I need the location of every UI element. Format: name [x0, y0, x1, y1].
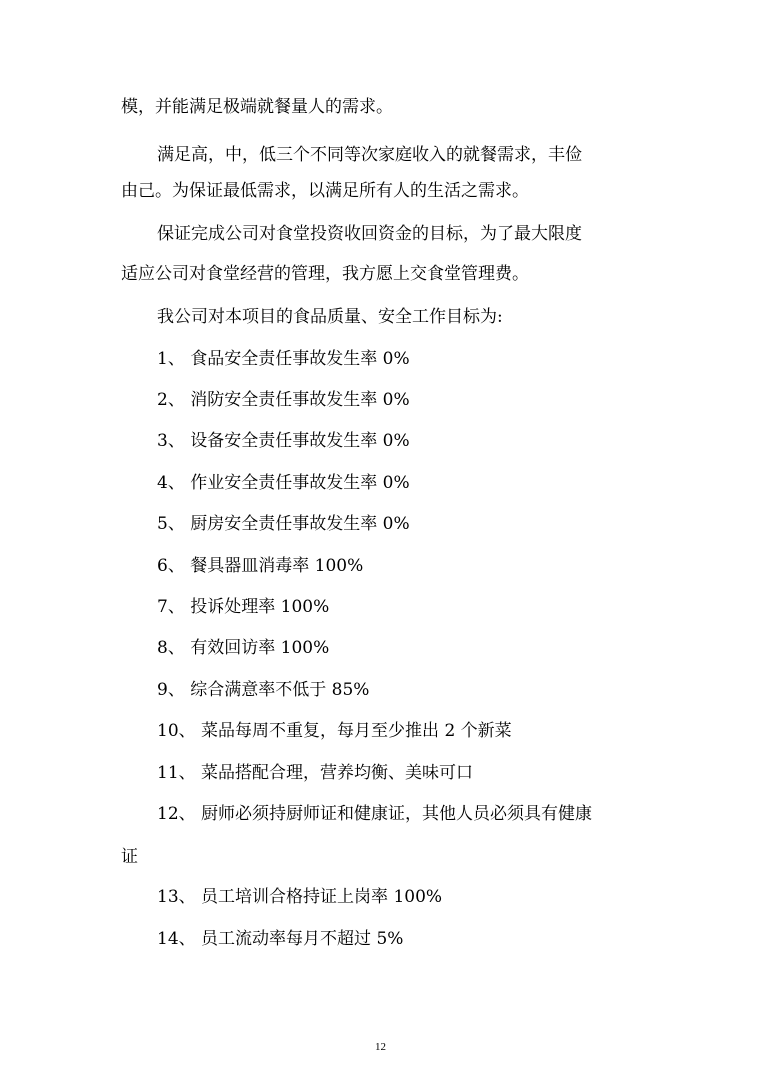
list-item: 10、 菜品每周不重复，每月至少推出 2 个新菜	[157, 721, 512, 741]
list-item: 12、 厨师必须持厨师证和健康证，其他人员必须具有健康	[157, 804, 593, 824]
list-item: 4、 作业安全责任事故发生率 0%	[157, 473, 410, 493]
text-line: 模，并能满足极端就餐量人的需求。	[121, 97, 393, 117]
page-number: 12	[375, 1041, 386, 1053]
list-item: 7、 投诉处理率 100%	[157, 597, 330, 617]
list-item: 14、 员工流动率每月不超过 5%	[157, 929, 404, 949]
list-item: 13、 员工培训合格持证上岗率 100%	[157, 887, 443, 907]
text-line: 由己。为保证最低需求，以满足所有人的生活之需求。	[121, 181, 529, 201]
text-line: 保证完成公司对食堂投资收回资金的目标，为了最大限度	[157, 224, 582, 244]
list-heading: 我公司对本项目的食品质量、安全工作目标为:	[157, 307, 503, 327]
list-item: 6、 餐具器皿消毒率 100%	[157, 556, 364, 576]
list-item: 5、 厨房安全责任事故发生率 0%	[157, 514, 410, 534]
list-item: 3、 设备安全责任事故发生率 0%	[157, 431, 410, 451]
text-line: 满足高，中，低三个不同等次家庭收入的就餐需求，丰俭	[157, 145, 582, 165]
list-item: 2、 消防安全责任事故发生率 0%	[157, 390, 410, 410]
list-item: 9、 综合满意率不低于 85%	[157, 680, 370, 700]
list-item: 11、 菜品搭配合理，营养均衡、美味可口	[157, 763, 474, 783]
list-item: 8、 有效回访率 100%	[157, 638, 330, 658]
list-item: 1、 食品安全责任事故发生率 0%	[157, 349, 410, 369]
list-item-continuation: 证	[121, 847, 138, 867]
text-line: 适应公司对食堂经营的管理，我方愿上交食堂管理费。	[121, 264, 529, 284]
